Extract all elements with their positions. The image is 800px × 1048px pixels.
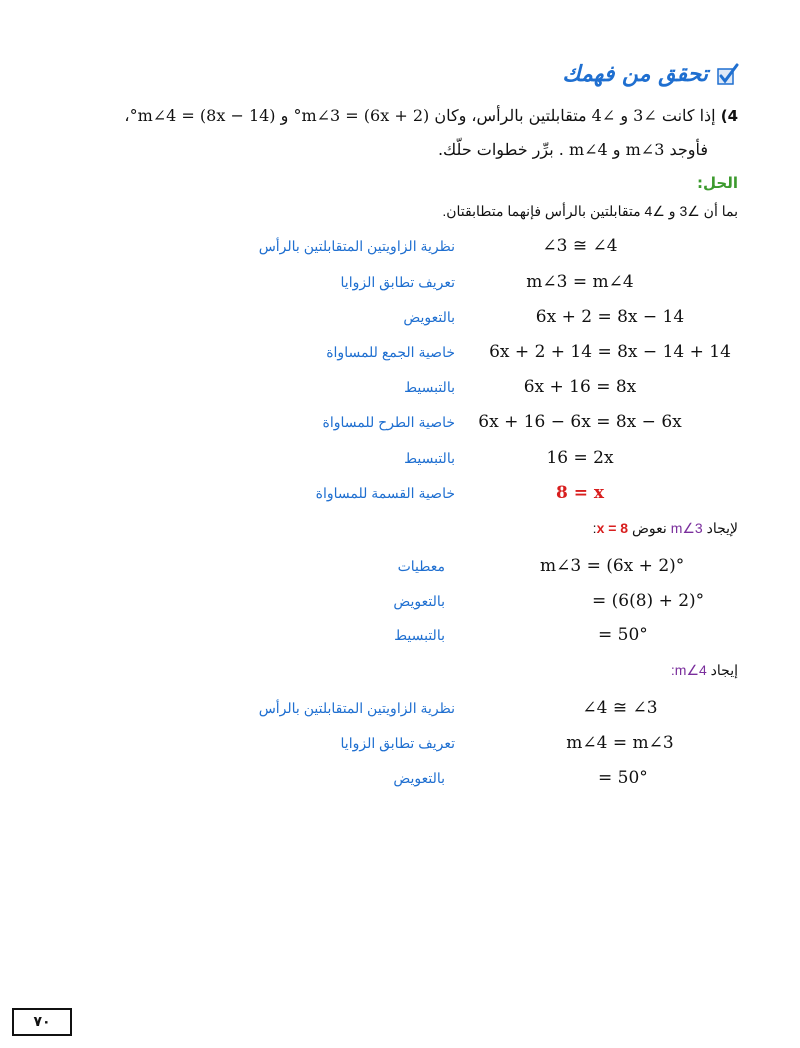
find-m3-value: x = 8: [596, 520, 629, 536]
m3-step-math: = (6(8) + 2)°: [592, 591, 705, 611]
m4-step-reason: بالتعويض: [393, 770, 445, 786]
step-reason: تعريف تطابق الزوايا: [340, 274, 455, 290]
step-math: m∠3 = m∠4: [526, 272, 634, 292]
step-reason: خاصية القسمة للمساواة: [315, 485, 455, 501]
step-math: 6x + 16 − 6x = 8x − 6x: [478, 412, 682, 432]
step-math: 6x + 2 + 14 = 8x − 14 + 14: [489, 342, 731, 362]
header-title: تحقق من فهمك: [562, 62, 708, 87]
step-math: 6x + 2 = 8x − 14: [535, 307, 685, 327]
m4-step-math: m∠4 = m∠3: [566, 733, 674, 753]
page-number: ٧٠: [12, 1008, 72, 1036]
m4-step-reason: نظرية الزاويتين المتقابلتين بالرأس: [258, 700, 455, 716]
m3-step-reason: بالتعويض: [393, 593, 445, 609]
solution-intro: بما أن ∠3 و ∠4 متقابلتين بالرأس فإنهما متطابقتان.: [442, 203, 738, 219]
step-math-result: 8 = x: [555, 483, 605, 503]
step-reason: بالتبسيط: [404, 379, 455, 395]
m3-step-reason: معطيات: [397, 558, 445, 574]
m3-step-math: = 50°: [598, 625, 648, 645]
step-reason: خاصية الجمع للمساواة: [326, 344, 455, 360]
step-reason: خاصية الطرح للمساواة: [322, 414, 455, 430]
find-m3-prefix: لإيجاد: [706, 520, 738, 536]
m4-step-reason: تعريف تطابق الزوايا: [340, 735, 455, 751]
m4-step-math: ∠4 ≅ ∠3: [582, 698, 658, 718]
step-reason: بالتبسيط: [404, 450, 455, 466]
m4-step-math: = 50°: [598, 768, 648, 788]
step-math: ∠3 ≅ ∠4: [542, 236, 618, 256]
m3-step-reason: بالتبسيط: [394, 627, 445, 643]
step-math: 16 = 2x: [546, 448, 614, 468]
step-math: 6x + 16 = 8x: [523, 377, 637, 397]
find-m3-suffix: :: [592, 520, 597, 536]
section-header: [562, 62, 740, 87]
find-m4-angle: m∠4:: [670, 662, 707, 678]
checkbox-check-icon: [716, 63, 740, 87]
find-m3-heading: [593, 520, 738, 537]
solution-label: الحل:: [697, 174, 738, 192]
question-line-1: [124, 106, 738, 125]
step-reason: نظرية الزاويتين المتقابلتين بالرأس: [258, 238, 455, 254]
find-m4-prefix: إيجاد: [710, 662, 738, 678]
find-m3-middle: نعوض: [631, 520, 667, 536]
question-number: 4): [720, 107, 738, 125]
find-m3-angle: m∠3: [670, 520, 703, 536]
question-text-1: إذا كانت ∠3 و ∠4 متقابلتين بالرأس، وكان m∠3 = (6x + 2)° و m∠4 = (8x − 14)°،: [124, 106, 716, 125]
question-line-2: فأوجد m∠3 و m∠4 . برِّر خطوات حلّك.: [437, 140, 708, 159]
find-m4-heading: [671, 662, 738, 679]
step-reason: بالتعويض: [403, 309, 455, 325]
m3-step-math: m∠3 = (6x + 2)°: [540, 556, 685, 576]
